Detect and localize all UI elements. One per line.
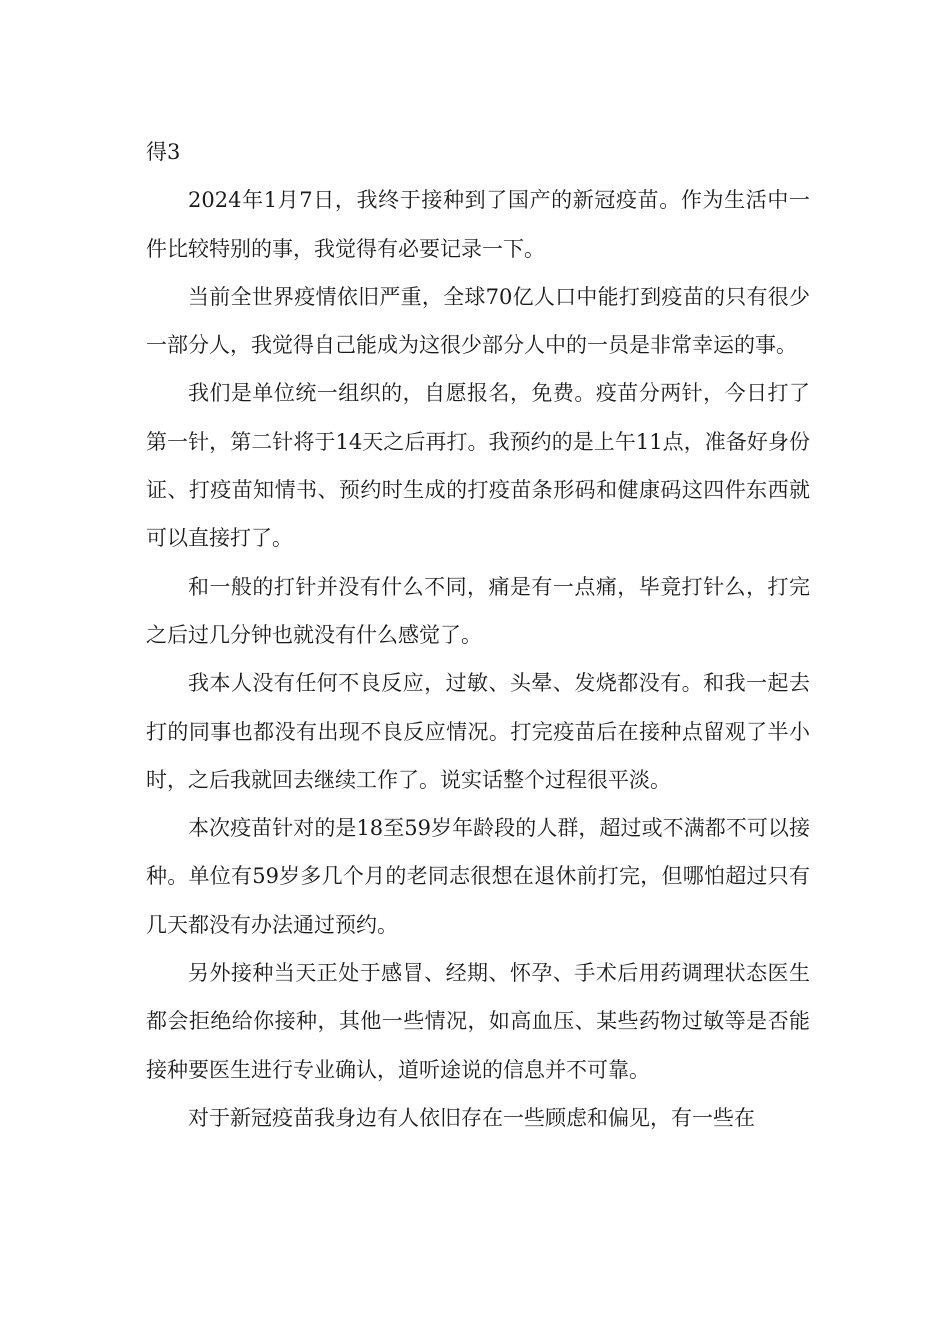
paragraph-6: 本次疫苗针对的是18至59岁年龄段的人群，超过或不满都不可以接种。单位有59岁多几个月的老同志很想在退休前打完，但哪怕超过只有几天都没有办法通过预约。 [146, 816, 810, 937]
paragraph-2: 当前全世界疫情依旧严重，全球70亿人口中能打到疫苗的只有很少一部分人，我觉得自己能成为这很少部分人中的一员是非常幸运的事。 [146, 284, 810, 358]
paragraph-8: 对于新冠疫苗我身边有人依旧存在一些顾虑和偏见，有一些在 [188, 1105, 755, 1130]
section-heading: 得3 [146, 140, 181, 164]
paragraph-7: 另外接种当天正处于感冒、经期、怀孕、手术后用药调理状态医生都会拒绝给你接种，其他一些情况，如高血压、某些药物过敏等是否能接种要医生进行专业确认，道听途说的信息并不可靠。 [146, 961, 810, 1082]
document-body [146, 128, 810, 1142]
paragraph-1: 2024年1月7日，我终于接种到了国产的新冠疫苗。作为生活中一件比较特别的事，我觉得有必要记录一下。 [146, 188, 810, 261]
paragraph-5: 我本人没有任何不良反应，过敏、头晕、发烧都没有。和我一起去打的同事也都没有出现不良反应情况。打完疫苗后在接种点留观了半小时，之后我就回去继续工作了。说实话整个过程很平淡。 [146, 671, 810, 792]
paragraph-3: 我们是单位统一组织的，自愿报名，免费。疫苗分两针，今日打了第一针，第二针将于14天之后再打。我预约的是上午11点，准备好身份证、打疫苗知情书、预约时生成的打疫苗条形码和健康码这四件东西就可以直接打了。 [146, 381, 810, 551]
paragraph-4: 和一般的打针并没有什么不同，痛是有一点痛，毕竟打针么，打完之后过几分钟也就没有什么感觉了。 [146, 574, 810, 647]
